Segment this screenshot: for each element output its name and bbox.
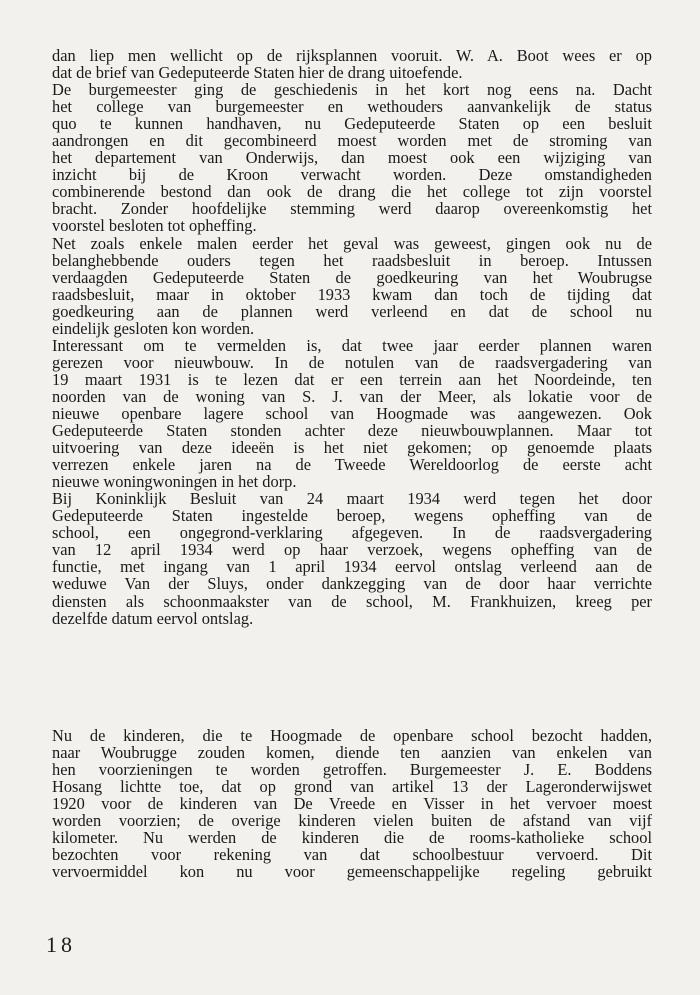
text-line: verdaagden Gedeputeerde Staten de goedkeuring van het Woubrugse <box>52 267 652 287</box>
text-line: nieuwe openbare lagere school van Hoogmade was aangewezen. Ook <box>52 403 652 423</box>
text-line: het college van burgemeester en wethouders aanvankelijk de status <box>52 97 652 117</box>
text-line: van 12 april 1934 werd op haar verzoek, wegens opheffing van de <box>52 540 652 560</box>
text-line: combinerende bestond dan ook de drang die het college tot zijn voorstel <box>52 182 652 202</box>
text-line: diensten als schoonmaakster van de school, M. Frankhuizen, kreeg per <box>52 591 652 611</box>
text-line: eindelijk gesloten kon worden. <box>52 318 255 338</box>
text-line: 1920 voor de kinderen van De Vreede en Visser in het vervoer moest <box>52 794 652 814</box>
text-line: voorstel besloten tot opheffing. <box>52 216 257 236</box>
text-line: Net zoals enkele malen eerder het geval was geweest, gingen ook nu de <box>52 233 652 253</box>
text-line: bezochten voor rekening van dat schoolbestuur vervoerd. Dit <box>52 845 652 865</box>
text-line: 19 maart 1931 is te lezen dat er een terrein aan het Noordeinde, ten <box>52 369 652 389</box>
text-line: verrezen enkele jaren na de Tweede Wereldoorlog de eerste acht <box>52 455 652 475</box>
text-line: vervoermiddel kon nu voor gemeenschappelijke regeling gebruikt <box>52 862 652 882</box>
text-line: Interessant om te vermelden is, dat twee jaar eerder plannen waren <box>52 335 652 355</box>
text-line: Gedeputeerde Staten ingestelde beroep, wegens opheffing van de <box>52 506 652 526</box>
text-line: dezelfde datum eervol ontslag. <box>52 608 254 628</box>
text-line: functie, met ingang van 1 april 1934 eervol ontslag verleend aan de <box>52 557 652 577</box>
text-line: Hosang lichtte toe, dat op grond van artikel 13 der Lageronderwijswet <box>52 777 652 797</box>
text-line: Nu de kinderen, die te Hoogmade de openbare school bezocht hadden, <box>52 726 652 745</box>
text-line: aandrongen en dit gecombineerd moest worden met de stroming van <box>52 131 652 151</box>
text-line: nieuwe woningwoningen in het dorp. <box>52 472 297 492</box>
text-line: Bij Koninklijk Besluit van 24 maart 1934 werd tegen het door <box>52 489 652 509</box>
text-line: dan liep men wellicht op de rijksplannen vooruit. W. A. Boot wees er op <box>52 46 652 65</box>
text-line: dat de brief van Gedeputeerde Staten hier de drang uitoefende. <box>52 63 463 83</box>
text-line: het departement van Onderwijs, dan moest ook een wijziging van <box>52 148 652 168</box>
text-line: goedkeuring aan de plannen werd verleend en dat de school nu <box>52 301 652 321</box>
page-number: 18 <box>46 932 76 957</box>
text-line: noorden van de woning van S. J. van der Meer, als lokatie voor de <box>52 386 652 406</box>
text-line: De burgemeester ging de geschiedenis in het kort nog eens na. Dacht <box>52 80 652 100</box>
paragraph-block-2 <box>52 727 652 880</box>
text-line: belanghebbende ouders tegen het raadsbesluit in beroep. Intussen <box>52 250 652 270</box>
text-line: gerezen voor nieuwbouw. In de notulen van de raadsvergadering van <box>52 352 652 372</box>
paragraph-block-1 <box>52 47 652 627</box>
text-line: naar Woubrugge zouden komen, diende ten aanzien van enkelen van <box>52 743 652 763</box>
text-line: hen voorzieningen te worden getroffen. Burgemeester J. E. Boddens <box>52 760 652 780</box>
text-line: school, een ongegrond-verklaring afgegeven. In de raadsvergadering <box>52 523 652 543</box>
text-line: Gedeputeerde Staten stonden achter deze nieuwbouwplannen. Maar tot <box>52 421 652 441</box>
text-line: worden voorzien; de overige kinderen vielen buiten de afstand van vijf <box>52 811 652 831</box>
text-line: inzicht bij de Kroon verwacht worden. Deze omstandigheden <box>52 165 652 185</box>
text-line: quo te kunnen handhaven, nu Gedeputeerde Staten op een besluit <box>52 114 652 134</box>
text-line: raadsbesluit, maar in oktober 1933 kwam dan toch de tijding dat <box>52 284 652 304</box>
text-line: weduwe Van der Sluys, onder dankzegging van de door haar verrichte <box>52 574 652 594</box>
text-line: bracht. Zonder hoofdelijke stemming werd daarop overeenkomstig het <box>52 199 652 219</box>
text-line: kilometer. Nu werden de kinderen die de rooms-katholieke school <box>52 828 652 848</box>
text-line: uitvoering van deze ideeën is het niet gekomen; op genoemde plaats <box>52 438 652 458</box>
